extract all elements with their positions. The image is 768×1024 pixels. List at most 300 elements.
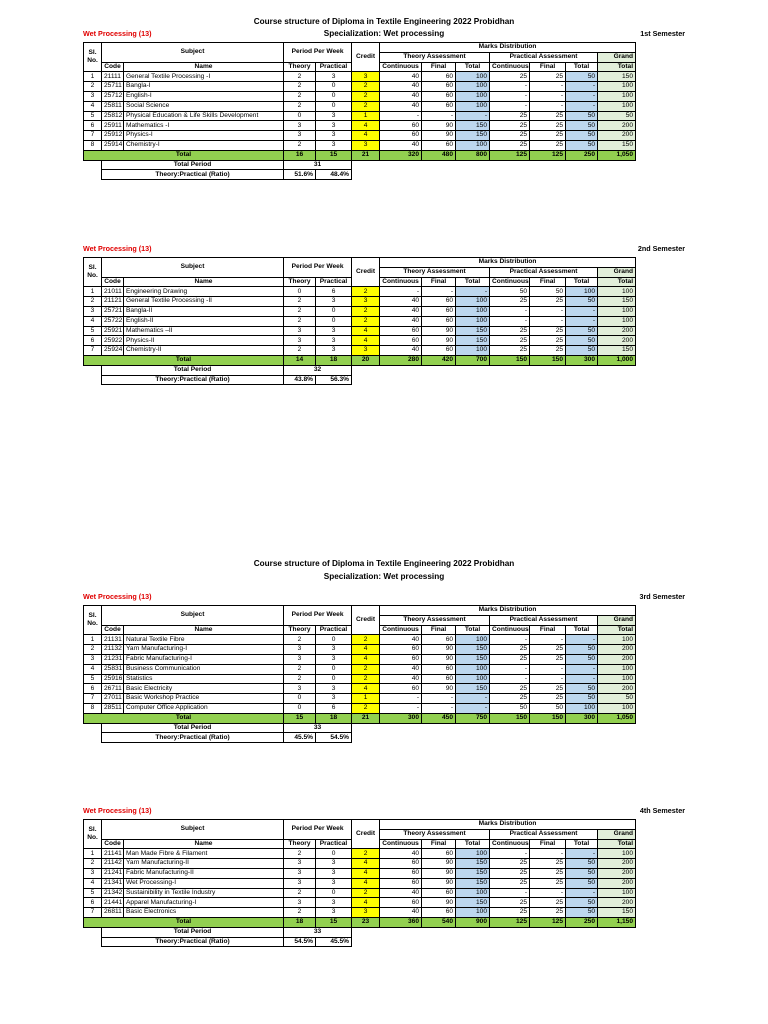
theory-final-cell: 90: [422, 878, 456, 888]
theory-final-cell: 90: [422, 131, 456, 141]
theory-period-cell: 3: [284, 131, 316, 141]
theory-final-cell: 60: [422, 664, 456, 674]
practical-final-cell: -: [530, 888, 566, 898]
credit-cell: 3: [352, 72, 380, 82]
spacer-cell: [84, 723, 102, 733]
practical-total-cell: 50: [566, 859, 598, 869]
code-cell: 28511: [102, 703, 124, 713]
total-theory-continuous: 360: [380, 917, 422, 927]
semester-label: 4th Semester: [639, 806, 685, 815]
credit-cell: 4: [352, 898, 380, 908]
total-period-value: 33: [284, 723, 352, 733]
practical-continuous-cell: 25: [490, 326, 530, 336]
theory-continuous-cell: 40: [380, 316, 422, 326]
period-header: Period Per Week: [284, 258, 352, 278]
theory-final-cell: 60: [422, 82, 456, 92]
practical-total-cell: 100: [566, 703, 598, 713]
name-cell: Man Made Fibre & Filament: [124, 849, 284, 859]
practical-total-cell: -: [566, 82, 598, 92]
practical-final-cell: -: [530, 664, 566, 674]
total-row: [84, 917, 636, 927]
practical-final-cell: -: [530, 849, 566, 859]
theory-total-cell: 150: [456, 645, 490, 655]
sl-cell: 2: [84, 297, 102, 307]
sl-cell: 3: [84, 91, 102, 101]
total-practical-final: 150: [530, 713, 566, 723]
grand-total-cell: 150: [598, 140, 636, 150]
practical-continuous-cell: 25: [490, 336, 530, 346]
theory-header: Theory: [284, 62, 316, 72]
practical-continuous-cell: 25: [490, 346, 530, 356]
practical-final-cell: 25: [530, 131, 566, 141]
practical-continuous-cell: 25: [490, 859, 530, 869]
theory-final-cell: 60: [422, 635, 456, 645]
practical-continuous-cell: -: [490, 316, 530, 326]
theory-continuous-cell: 60: [380, 878, 422, 888]
theory-continuous-cell: 40: [380, 664, 422, 674]
practical-continuous-cell: 25: [490, 111, 530, 121]
practical-continuous-cell: 25: [490, 121, 530, 131]
theory-continuous-cell: 60: [380, 131, 422, 141]
theory-assessment-header: Theory Assessment: [380, 267, 490, 277]
total-theory-continuous: 320: [380, 150, 422, 160]
no-label: No.: [87, 57, 98, 65]
practical-total-cell: 50: [566, 645, 598, 655]
spacer-cell: [352, 170, 636, 180]
theory-continuous-cell: 40: [380, 82, 422, 92]
practical-continuous-cell: 25: [490, 868, 530, 878]
ratio-practical: 48.4%: [316, 170, 352, 180]
theory-final-cell: 60: [422, 91, 456, 101]
theory-total-cell: -: [456, 703, 490, 713]
credit-cell: 2: [352, 306, 380, 316]
theory-period-cell: 3: [284, 878, 316, 888]
total-period-row: [84, 160, 636, 170]
theory-continuous-cell: -: [380, 703, 422, 713]
practical-total-cell: 50: [566, 140, 598, 150]
code-header: Code: [102, 277, 124, 287]
practical-period-cell: 3: [316, 654, 352, 664]
ratio-label: Theory:Practical (Ratio): [102, 937, 284, 947]
total-practical-period: 15: [316, 150, 352, 160]
name-cell: Natural Textile Fibre: [124, 635, 284, 645]
code-header: Code: [102, 839, 124, 849]
theory-total-cell: 100: [456, 316, 490, 326]
total-theory-period: 15: [284, 713, 316, 723]
theory-header: Theory: [284, 277, 316, 287]
credit-cell: 4: [352, 859, 380, 869]
spacer-cell: [84, 927, 102, 937]
practical-assessment-header: Practical Assessment: [490, 267, 598, 277]
total-label: Total: [84, 917, 284, 927]
theory-final-cell: -: [422, 111, 456, 121]
theory-continuous-cell: 40: [380, 849, 422, 859]
total-period-label: Total Period: [102, 927, 284, 937]
table-row: [84, 326, 636, 336]
practical-continuous-cell: 25: [490, 140, 530, 150]
theory-continuous-cell: -: [380, 287, 422, 297]
table-row: [84, 664, 636, 674]
practical-continuous-cell: 25: [490, 297, 530, 307]
practical-total-cell: 100: [566, 287, 598, 297]
table-row: [84, 336, 636, 346]
document-title-2: Course structure of Diploma in Textile Engineering 2022 Probidhan: [253, 559, 515, 568]
total-grand: 1,050: [598, 713, 636, 723]
practical-final-cell: 25: [530, 684, 566, 694]
credit-cell: 4: [352, 878, 380, 888]
ratio-row: [84, 733, 636, 743]
practical-period-cell: 0: [316, 674, 352, 684]
theory-continuous-cell: 40: [380, 91, 422, 101]
no-label: No.: [87, 620, 98, 628]
total-practical-period: 15: [316, 917, 352, 927]
code-cell: 27011: [102, 694, 124, 704]
total-row: [84, 355, 636, 365]
theory-period-cell: 0: [284, 287, 316, 297]
theory-total-cell: 150: [456, 326, 490, 336]
practical-total-cell: 50: [566, 868, 598, 878]
theory-final-cell: 60: [422, 908, 456, 918]
sl-cell: 4: [84, 664, 102, 674]
grand-total-cell: 100: [598, 101, 636, 111]
credit-cell: 2: [352, 91, 380, 101]
table-row: [84, 121, 636, 131]
name-cell: Engineering Drawing: [124, 287, 284, 297]
grand-total-cell: 200: [598, 326, 636, 336]
theory-period-cell: 2: [284, 140, 316, 150]
total-period-row: [84, 927, 636, 937]
name-cell: Computer Office Application: [124, 703, 284, 713]
practical-continuous-cell: 25: [490, 131, 530, 141]
credit-cell: 2: [352, 316, 380, 326]
code-cell: 21011: [102, 287, 124, 297]
theory-period-cell: 2: [284, 72, 316, 82]
program-label: Wet Processing (13): [83, 29, 152, 38]
theory-final-cell: 60: [422, 101, 456, 111]
name-cell: Fabric Manufacturing-II: [124, 868, 284, 878]
practical-final-cell: 25: [530, 645, 566, 655]
practical-total-cell: 50: [566, 908, 598, 918]
theory-continuous-cell: -: [380, 111, 422, 121]
ratio-label: Theory:Practical (Ratio): [102, 375, 284, 385]
practical-continuous-cell: -: [490, 674, 530, 684]
theory-total-cell: 100: [456, 849, 490, 859]
practical-header: Practical: [316, 839, 352, 849]
table-row: [84, 297, 636, 307]
theory-assessment-header: Theory Assessment: [380, 615, 490, 625]
grand-total-cell: 200: [598, 859, 636, 869]
total-header: Total: [566, 277, 598, 287]
practical-continuous-cell: 25: [490, 645, 530, 655]
practical-continuous-cell: -: [490, 849, 530, 859]
sl-cell: 1: [84, 635, 102, 645]
grand-total-cell: 100: [598, 849, 636, 859]
credit-cell: 2: [352, 888, 380, 898]
continuous-header: Continuous: [380, 277, 422, 287]
code-cell: 21121: [102, 297, 124, 307]
table-row: [84, 674, 636, 684]
practical-continuous-cell: 25: [490, 694, 530, 704]
theory-continuous-cell: -: [380, 694, 422, 704]
practical-final-cell: 25: [530, 121, 566, 131]
practical-continuous-cell: 25: [490, 898, 530, 908]
practical-final-cell: -: [530, 674, 566, 684]
final-header: Final: [530, 62, 566, 72]
theory-total-cell: 150: [456, 868, 490, 878]
theory-continuous-cell: 40: [380, 101, 422, 111]
credit-header: Credit: [352, 606, 380, 635]
grand-total-cell: 200: [598, 336, 636, 346]
practical-period-cell: 0: [316, 101, 352, 111]
table-row: [84, 703, 636, 713]
practical-total-cell: -: [566, 101, 598, 111]
name-cell: Apparel Manufacturing-I: [124, 898, 284, 908]
table-row: [84, 82, 636, 92]
theory-final-cell: 90: [422, 326, 456, 336]
theory-final-cell: 60: [422, 297, 456, 307]
practical-period-cell: 3: [316, 878, 352, 888]
total-header: Total: [456, 839, 490, 849]
header-row: [84, 43, 636, 53]
theory-period-cell: 3: [284, 684, 316, 694]
practical-period-cell: 6: [316, 703, 352, 713]
spacer-cell: [84, 733, 102, 743]
theory-period-cell: 2: [284, 849, 316, 859]
ratio-label: Theory:Practical (Ratio): [102, 170, 284, 180]
code-cell: 25921: [102, 326, 124, 336]
theory-final-cell: -: [422, 694, 456, 704]
total-header: Total: [566, 839, 598, 849]
header-row: [84, 820, 636, 830]
sl-cell: 5: [84, 111, 102, 121]
code-cell: 21142: [102, 859, 124, 869]
spacer-cell: [84, 365, 102, 375]
total-practical-total: 300: [566, 713, 598, 723]
table-row: [84, 635, 636, 645]
grand-header: Grand: [598, 829, 636, 839]
theory-period-cell: 3: [284, 898, 316, 908]
continuous-header: Continuous: [380, 839, 422, 849]
name-cell: English-I: [124, 91, 284, 101]
code-cell: 21131: [102, 635, 124, 645]
theory-total-cell: 100: [456, 635, 490, 645]
credit-header: Credit: [352, 258, 380, 287]
total-practical-total: 300: [566, 355, 598, 365]
practical-period-cell: 0: [316, 82, 352, 92]
grand-total-cell: 100: [598, 82, 636, 92]
practical-total-cell: 50: [566, 297, 598, 307]
final-header: Final: [530, 277, 566, 287]
theory-final-cell: 90: [422, 868, 456, 878]
theory-header: Theory: [284, 839, 316, 849]
total-period-label: Total Period: [102, 723, 284, 733]
practical-period-cell: 0: [316, 306, 352, 316]
no-label: No.: [87, 834, 98, 842]
spacer-cell: [352, 160, 636, 170]
semester-header: [83, 29, 685, 40]
theory-final-cell: 90: [422, 336, 456, 346]
theory-continuous-cell: 40: [380, 908, 422, 918]
practical-header: Practical: [316, 277, 352, 287]
table-row: [84, 346, 636, 356]
theory-final-cell: -: [422, 287, 456, 297]
course-table: [83, 257, 636, 385]
table-row: [84, 101, 636, 111]
practical-final-cell: 25: [530, 908, 566, 918]
practical-total-cell: 50: [566, 131, 598, 141]
practical-header: Practical: [316, 625, 352, 635]
name-cell: Basic Workshop Practice: [124, 694, 284, 704]
table-row: [84, 306, 636, 316]
practical-assessment-header: Practical Assessment: [490, 829, 598, 839]
sl-cell: 3: [84, 868, 102, 878]
code-cell: 25912: [102, 131, 124, 141]
table-row: [84, 868, 636, 878]
total-practical-period: 18: [316, 713, 352, 723]
program-label: Wet Processing (13): [83, 244, 152, 253]
table-row: [84, 140, 636, 150]
grand-total-cell: 150: [598, 346, 636, 356]
theory-period-cell: 3: [284, 868, 316, 878]
theory-final-cell: 90: [422, 654, 456, 664]
grand-total-cell: 50: [598, 111, 636, 121]
sl-cell: 6: [84, 684, 102, 694]
total-header: Total: [456, 625, 490, 635]
theory-final-cell: 90: [422, 645, 456, 655]
theory-total-cell: 100: [456, 346, 490, 356]
total-period-label: Total Period: [102, 160, 284, 170]
code-cell: 25924: [102, 346, 124, 356]
theory-final-cell: 90: [422, 898, 456, 908]
name-cell: Physics-II: [124, 336, 284, 346]
grand-total-cell: 100: [598, 703, 636, 713]
name-cell: General Textile Processing -I: [124, 72, 284, 82]
document-specialization: Specialization: Wet processing: [323, 29, 445, 38]
name-cell: Bangla-II: [124, 306, 284, 316]
total-theory-total: 900: [456, 917, 490, 927]
table-row: [84, 908, 636, 918]
final-header: Final: [422, 277, 456, 287]
practical-continuous-cell: 25: [490, 908, 530, 918]
marks-distribution-header: Marks Distribution: [380, 820, 636, 830]
credit-cell: 1: [352, 111, 380, 121]
marks-distribution-header: Marks Distribution: [380, 606, 636, 616]
theory-total-cell: 100: [456, 908, 490, 918]
code-header: Code: [102, 62, 124, 72]
code-cell: 21132: [102, 645, 124, 655]
practical-total-cell: 50: [566, 684, 598, 694]
practical-period-cell: 3: [316, 111, 352, 121]
name-cell: Chemistry-II: [124, 346, 284, 356]
credit-header: Credit: [352, 43, 380, 72]
sl-cell: 5: [84, 888, 102, 898]
credit-header: Credit: [352, 820, 380, 849]
sl-cell: 6: [84, 898, 102, 908]
practical-period-cell: 3: [316, 684, 352, 694]
total-period-row: [84, 723, 636, 733]
practical-period-cell: 3: [316, 72, 352, 82]
practical-continuous-cell: 25: [490, 72, 530, 82]
name-cell: Statistics: [124, 674, 284, 684]
code-cell: 25831: [102, 664, 124, 674]
theory-total-cell: 100: [456, 91, 490, 101]
name-cell: Physics-I: [124, 131, 284, 141]
total-period-label: Total Period: [102, 365, 284, 375]
grand-total-cell: 200: [598, 868, 636, 878]
ratio-row: [84, 170, 636, 180]
table-row: [84, 654, 636, 664]
practical-period-cell: 6: [316, 287, 352, 297]
course-table: [83, 605, 636, 743]
ratio-practical: 45.5%: [316, 937, 352, 947]
grand-total-cell: 200: [598, 654, 636, 664]
practical-continuous-cell: -: [490, 664, 530, 674]
marks-distribution-header: Marks Distribution: [380, 43, 636, 53]
practical-final-cell: 50: [530, 703, 566, 713]
theory-period-cell: 2: [284, 674, 316, 684]
name-header: Name: [124, 625, 284, 635]
practical-total-cell: -: [566, 664, 598, 674]
grand-total-cell: 200: [598, 131, 636, 141]
total-practical-final: 125: [530, 917, 566, 927]
practical-period-cell: 0: [316, 635, 352, 645]
code-cell: 25721: [102, 306, 124, 316]
total-credit: 20: [352, 355, 380, 365]
theory-total-cell: 150: [456, 684, 490, 694]
theory-continuous-cell: 60: [380, 654, 422, 664]
sl-cell: 7: [84, 131, 102, 141]
theory-continuous-cell: 40: [380, 140, 422, 150]
theory-final-cell: 60: [422, 888, 456, 898]
total-period-value: 32: [284, 365, 352, 375]
practical-period-cell: 3: [316, 336, 352, 346]
continuous-header: Continuous: [380, 625, 422, 635]
sl-cell: 3: [84, 306, 102, 316]
theory-total-cell: -: [456, 287, 490, 297]
theory-total-cell: 150: [456, 859, 490, 869]
theory-total-cell: 150: [456, 121, 490, 131]
total-theory-total: 750: [456, 713, 490, 723]
theory-final-cell: 60: [422, 306, 456, 316]
practical-final-cell: 50: [530, 287, 566, 297]
theory-final-cell: 60: [422, 346, 456, 356]
theory-total-cell: 100: [456, 306, 490, 316]
sl-cell: 5: [84, 326, 102, 336]
total-theory-final: 540: [422, 917, 456, 927]
credit-cell: 1: [352, 694, 380, 704]
subject-header: Subject: [102, 258, 284, 278]
marks-distribution-header: Marks Distribution: [380, 258, 636, 268]
theory-continuous-cell: 40: [380, 72, 422, 82]
theory-period-cell: 2: [284, 346, 316, 356]
credit-cell: 4: [352, 326, 380, 336]
sl-cell: 1: [84, 287, 102, 297]
practical-final-cell: 25: [530, 859, 566, 869]
total-label: Total: [84, 355, 284, 365]
theory-header: Theory: [284, 625, 316, 635]
program-label: Wet Processing (13): [83, 806, 152, 815]
total-practical-period: 18: [316, 355, 352, 365]
continuous-header: Continuous: [490, 62, 530, 72]
practical-period-cell: 3: [316, 140, 352, 150]
sl-cell: 7: [84, 694, 102, 704]
grand-total-header: Total: [598, 625, 636, 635]
total-period-value: 33: [284, 927, 352, 937]
total-practical-final: 150: [530, 355, 566, 365]
theory-total-cell: 100: [456, 140, 490, 150]
final-header: Final: [422, 62, 456, 72]
practical-period-cell: 3: [316, 297, 352, 307]
